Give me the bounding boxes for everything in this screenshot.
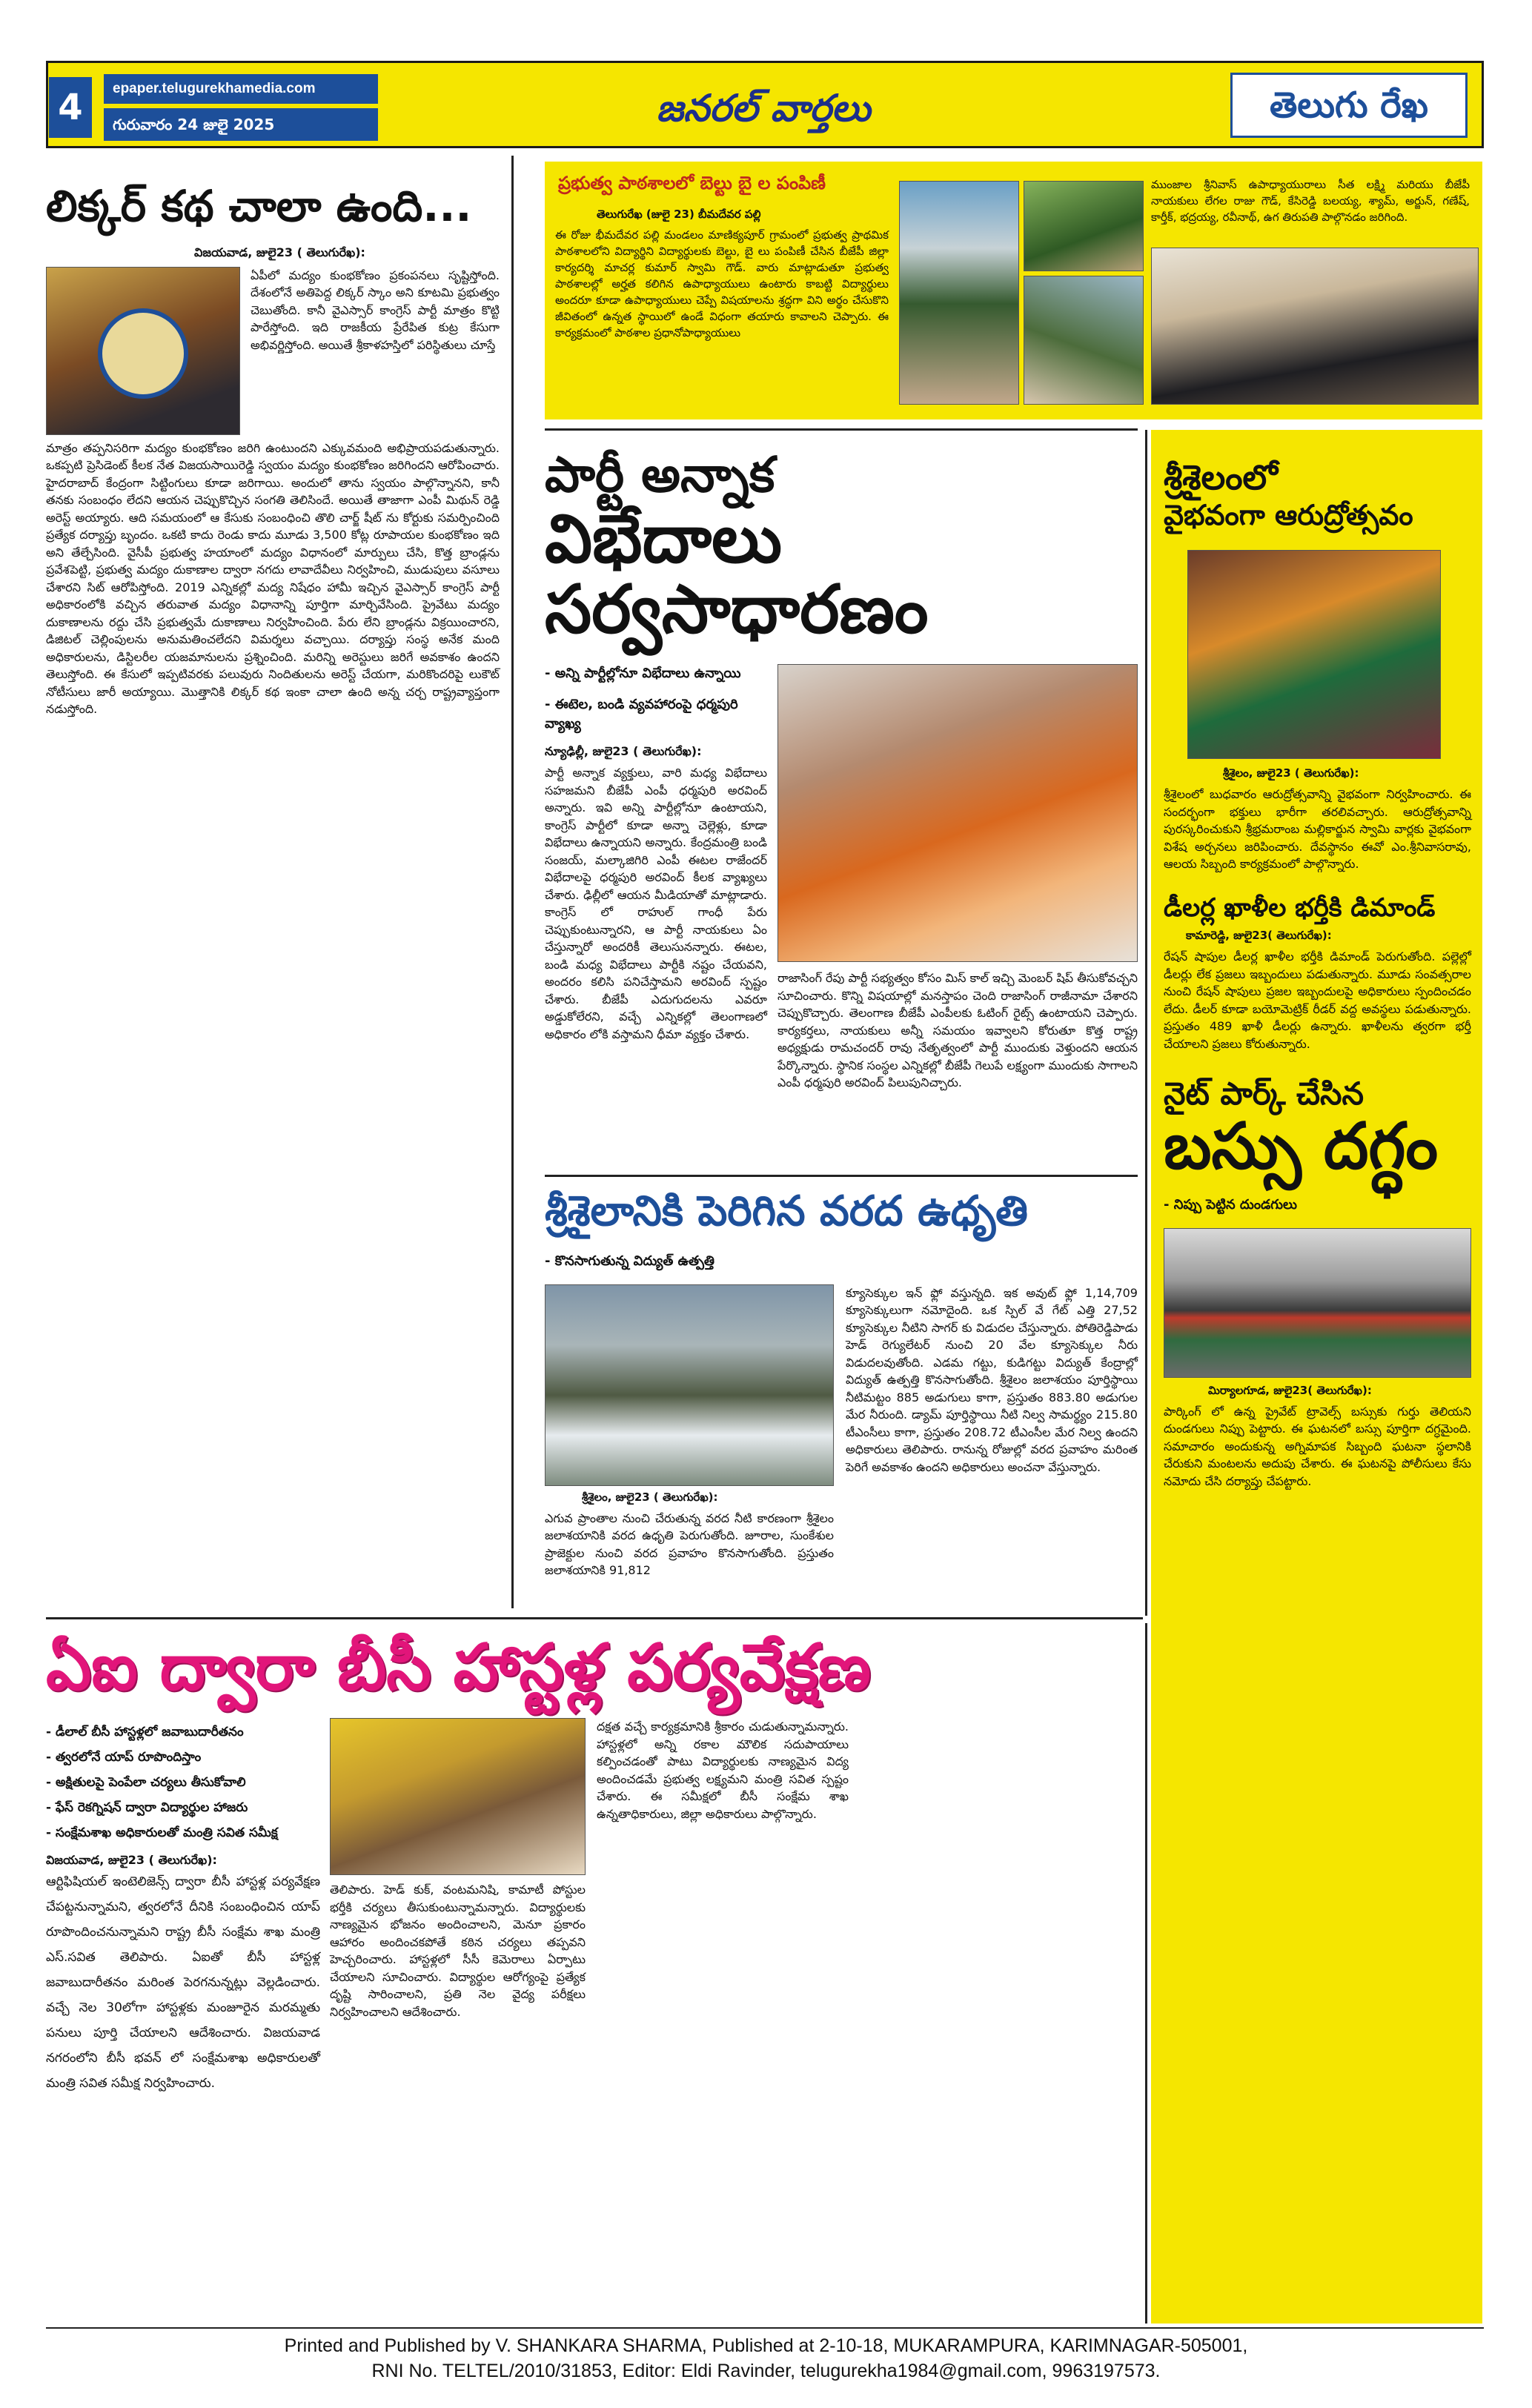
section-divider	[545, 428, 1138, 431]
hostels-headline: ఏఐ ద్వారా బీసీ హాస్టళ్ల పర్యవేక్షణ	[46, 1631, 871, 1705]
dam-photo	[545, 1284, 834, 1486]
imprint-line-1: Printed and Published by V. SHANKARA SHARMA, Published at 2-10-18, MUKARAMPURA, KARIMNAGAR-505001,	[284, 2335, 1248, 2356]
imprint-line-2: RNI No. TELTEL/2010/31853, Editor: Eldi Ravinder, telugurekha1984@gmail.com, 9963197573.	[371, 2361, 1161, 2381]
party-sub-2: - ఈటెల, బండి వ్యవహారంపై ధర్మపురి వ్యాఖ్య	[545, 697, 738, 732]
hostels-bullet: - సంక్షేమశాఖ అధికారులతో మంత్రి సవిత సమీక్ష	[46, 1825, 278, 1840]
hostels-bullet: - త్వరలోనే యాప్ రూపొందిస్తాం	[46, 1750, 202, 1765]
hostels-dateline: విజయవాడ, జులై23 ( తెలుగురేఖ):	[46, 1853, 217, 1867]
dealers-headline: డీలర్ల ఖాళీల భర్తీకి డిమాండ్	[1164, 892, 1436, 923]
section-divider	[545, 1175, 1138, 1177]
brand-logo: తెలుగు రేఖ	[1230, 73, 1468, 138]
column-divider	[1145, 1623, 1147, 2324]
arudra-headline-1: శ్రీశైలంలో	[1164, 457, 1278, 497]
arudra-headline-2: వైభవంగా ఆరుద్రోత్సవం	[1164, 499, 1413, 532]
bus-body: పార్కింగ్ లో ఉన్న ప్రైవేట్ ట్రావెల్స్ బస్సుకు గుర్తు తెలియని దుండగులు నిప్పు పెట్టారు. ఈ ఘటనలో బస్సు పూర్తిగా దగ్ధమైంది. సమాచారం అందుకున్న అగ్నిమాపక సిబ్బంది ఘటనా స్థలానికి చేరుకుని మంటలను అదుపు చేశారు. ఈ ఘటనపై పోలీసులు కేసు నమోదు చేసి దర్యాప్తు చేపట్టారు.	[1164, 1404, 1471, 1488]
school-body: ఈ రోజు భీమదేవర పల్లి మండలం మాణిక్యపూర్ గ్రామంలో ప్రభుత్వ ప్రాథమిక పాఠశాలలోని విద్యార్థిని విద్యార్థులకు బెల్టు, బై లు పంపిణీ చేసిన బీజేపీ జిల్లా కార్యదర్శి మాచర్ల కుమార్ స్వామి గౌడ్. వారు మాట్లాడుతూ ప్రభుత్వ పాఠశాలల్లో అర్హత కలిగిన ఉపాధ్యాయులు ఉంటారు కాబట్టి విద్యార్థులు అందరూ కూడా ఉపాధ్యాయులు చెప్పే విషయాలను శ్రద్ధగా విని అర్థం చేసుకొని జీవితంలో ఉన్నత స్థాయిలో ఉండే విధంగా తయారు కావాలని చెప్పారు. ఈ కార్యక్రమంలో పాఠశాల ప్రధానోపాధ్యాయులు	[555, 228, 889, 339]
burnt-bus-photo	[1164, 1228, 1471, 1378]
column-divider	[1145, 430, 1147, 1616]
hostels-bullet: - ఫేస్ రెకగ్నిషన్ ద్వారా విద్యార్థుల హాజరు	[46, 1800, 248, 1815]
school-photo-1	[899, 181, 1019, 405]
bus-dateline: మిర్యాలగూడ, జులై23( తెలుగురేఖ):	[1208, 1383, 1372, 1397]
party-sub-1: - అన్ని పార్టీల్లోనూ విభేదాలు ఉన్నాయి	[545, 666, 741, 682]
liquor-body: మాత్రం తప్పనిసరిగా మద్యం కుంభకోణం జరిగి ఉంటుందని ఎక్కువమంది అభిప్రాయపడుతున్నారు. ఒకప్పటి ప్రెసిడెంట్ కీలక నేత విజయసాయిరెడ్డి స్వయం మద్యం కుంభకోణం జరిగిందని ఆరోపించారు. హైదరాబాద్ కేంద్రంగా సిట్టింగులు కూడా జరిగాయి. అందులో తాను స్వయం పాల్గొన్నానని, కానీ తనకు సంబంధం లేదని ఆయన చెప్పుకొచ్చిన సంగతి తెలిసిందే. అయితే తాజాగా ఎంపీ మిథున్ రెడ్డి అరెస్ట్ అయ్యారు. ఆది సమయంలో ఆ కేసుకు సంబంధించి తొలి చార్జ్ షీట్ ను కోర్టుకు సమర్పించింది ప్రత్యేక దర్యాప్తు బృందం. ఒకటి కాదు రెండు కాదు మూడు 3,500 కోట్ల రూపాయల కుంభకోణం ఇది అని తేల్చేసింది. వైసీపీ ప్రభుత్వ హయాంలో మద్యం విధానంలో మార్పులు చేసి, కొత్త బ్రాండ్లను ప్రవేశపెట్టి, ప్రభుత్వ మద్యం దుకాణాల ద్వారా నగదు లావాదేవీలు నిర్వహించి, ముడుపులు వసూలు చేశారని సిట్ ఆరోపిస్తోంది. 2019 ఎన్నికల్లో మద్య నిషేధం హామీ ఇచ్చిన వైఎస్సార్ కాంగ్రెస్ పార్టీ అధికారంలోకి వచ్చిన తరువాత మద్యం విధానాన్ని పూర్తిగా మార్చివేసింది. ప్రైవేటు మద్యం దుకాణాలను రద్దు చేసి ప్రభుత్వమే దుకాణాలు నిర్వహించింది. పేరు లేని బ్రాండ్లను విక్రయించారని, డిజిటల్ చెల్లింపులను అనుమతించలేదని విమర్శలు వచ్చాయి. దర్యాప్తు సంస్థ అనేక మంది అధికారులను, డిస్టిలరీల యజమానులను ప్రశ్నించింది. మరిన్ని అరెస్టులు జరిగే అవకాశం ఉందని తెలుస్తోంది. ఈ కేసులో ఇప్పటివరకు పలువురు నిందితులను అరెస్ట్ చేయగా, మరికొందరిపై లుకౌట్ నోటీసులు జారీ అయ్యాయి. మొత్తానికి లిక్కర్ కథ ఇంకా చాలా ఉంది అన్న చర్చ రాష్ట్రవ్యాప్తంగా నడుస్తోంది.	[46, 440, 500, 717]
school-participants: ముంజాల శ్రీనివాస్ ఉపాధ్యాయురాలు సీత లక్ష్మి మరియు బీజేపీ నాయకులు లేగల రాజు గౌడ్, కేసిరెడ్డి బలయ్య, శ్యామ్, అర్జున్, గణేష్, కార్తీక్, భద్రయ్య, రవీనాథ్, ఉగ తిరుపతి పాల్గొనడం జరిగింది.	[1151, 178, 1470, 224]
hostels-bullet: - అక్షితులపై పెంపేలా చర్యలు తీసుకోవాలి	[46, 1775, 246, 1790]
minister-photo	[330, 1718, 586, 1875]
party-dateline: న్యూఢిల్లీ, జులై23 ( తెలుగురేఖ):	[545, 744, 702, 759]
liquor-intro: ఏపీలో మద్యం కుంభకోణం ప్రకంపనలు సృష్టిస్తోంది. దేశంలోనే అతిపెద్ద లిక్కర్ స్కాం అని కూటమి ప్రభుత్వం చెబుతోంది. కానీ వైఎస్సార్ కాంగ్రెస్ పార్టీ మాత్రం కొట్టి పారేస్తోంది. ఇది రాజకీయ ప్రేరేపిత కుట్ర కేసుగా అభివర్ణిస్తోంది. అయితే శ్రీకాళహస్తిలో పరిస్థితులు చూస్తే	[251, 268, 500, 352]
liquor-shelf-photo	[46, 267, 240, 435]
party-body-right: రాజాసింగ్ రేపు పార్టీ సభ్యత్వం కోసం మిస్ కాల్ ఇచ్చి మెంబర్ షిప్ తీసుకోవచ్చని సూచించారు. కొన్ని విషయాల్లో మనస్తాపం చెంది రాజాసింగ్ రాజీనామా చేశారని చెప్పుకొచ్చారు. తెలంగాణ బీజేపీ ఎంపీలకు ఓటింగ్ రైట్స్ ఉంటాయని చెప్పారు. కార్యకర్తలు, నాయకులు అన్నీ సమయం ఇవ్వాలని కోరుతూ కొత్త రాష్ట్ర అధ్యక్షుడు రామచందర్ రావు నేతృత్వంలో పార్టీ ముందుకు వెళ్తుందని ఆయన పేర్కొన్నారు. స్థానిక సంస్థల ఎన్నికల్లో బీజేపీ గెలుపే లక్ష్యంగా ముందుకు సాగాలని ఎంపీ ధర్మపురి అరవింద్ పిలుపునిచ్చారు.	[777, 971, 1138, 1090]
issue-date: గురువారం 24 జులై 2025	[104, 108, 378, 141]
school-photo-2	[1024, 181, 1144, 271]
flood-body-right: క్యూసెక్కుల ఇన్ ఫ్లో వస్తున్నది. ఇక అవుట్ ఫ్లో 1,14,709 క్యూసెక్కులుగా నమోదైంది. ఒక స్పిల్ వే గేట్ ఎత్తి 27,52 క్యూసెక్కుల నీటిని సాగర్ కు విడుదల చేస్తున్నారు. పోతిరెడ్డిపాడు హెడ్ రెగ్యులేటర్ నుంచి 20 వేల క్యూసెక్కుల నీరు విడుదలవుతోంది. ఎడమ గట్టు, కుడిగట్టు విద్యుత్ కేంద్రాల్లో విద్యుత్ ఉత్పత్తి కొనసాగుతోంది. శ్రీశైలం జలాశయం పూర్తిస్థాయి నీటిమట్టం 885 అడుగులు కాగా, ప్రస్తుతం 883.80 అడుగుల మేర నీరుంది. డ్యామ్ పూర్తిస్థాయి నీటి నిల్వ సామర్థ్యం 215.80 టీఎంసీలు కాగా, ప్రస్తుతం 208.72 టీఎంసీల మేర నిల్వ ఉందని అధికారులు తెలిపారు. రానున్న రోజుల్లో వరద ప్రవాహం మరింత పెరిగే అవకాశం ఉందని అధికారులు అంచనా వేస్తున్నారు.	[846, 1285, 1138, 1474]
dealers-body: రేషన్ షాపుల డీలర్ల ఖాళీల భర్తీకి డిమాండ్ పెరుగుతోంది. పల్లెల్లో డీలర్లు లేక ప్రజలు ఇబ్బందులు పడుతున్నారు. మూడు సంవత్సరాల నుంచి రేషన్ షాపులు ప్రజల ఇబ్బందులపై అధికారులు స్పందించడం లేదు. డీలర్ కూడా బయోమెట్రిక్ రీడర్ వద్ద అవస్థలు పడుతున్నారు. ప్రస్తుతం 489 ఖాళీ డీలర్లు ఉన్నారు. ఖాళీలను త్వరగా భర్తీ చేయాలని ప్రజలు కోరుతున్నారు.	[1164, 949, 1471, 1051]
page-number: 4	[49, 77, 92, 138]
flood-sub: - కొనసాగుతున్న విద్యుత్ ఉత్పత్తి	[545, 1253, 715, 1269]
section-divider	[46, 1617, 1143, 1619]
hostels-body-1: ఆర్టిఫిషియల్ ఇంటెలిజెన్స్ ద్వారా బీసీ హాస్టళ్ల పర్యవేక్షణ చేపట్టనున్నామని, త్వరలోనే దీనికి సంబంధించిన యాప్ రూపొందించనున్నామని రాష్ట్ర బీసీ సంక్షేమ శాఖ మంత్రి ఎస్.సవిత తెలిపారు. ఏఐతో బీసీ హాస్టళ్ల జవాబుదారీతనం మరింత పెరగనున్నట్లు వెల్లడించారు. వచ్చే నెల 30లోగా హాస్టళ్లకు మంజూరైన మరమ్మతు పనులు పూర్తి చేయాలని ఆదేశించారు. విజయవాడ నగరంలోని బీసీ భవన్ లో సంక్షేమశాఖ అధికారులతో మంత్రి సవిత సమీక్ష నిర్వహించారు.	[46, 1874, 320, 2091]
party-headline-2: విభేదాలు సర్వసాధారణం	[545, 500, 929, 649]
liquor-story	[46, 156, 500, 1601]
school-photo-3	[1024, 276, 1144, 405]
state-emblem-icon	[98, 308, 188, 399]
flood-body-left: ఎగువ ప్రాంతాల నుంచి చేరుతున్న వరద నీటి కారణంగా శ్రీశైలం జలాశయానికి వరద ఉధృతి పెరుగుతోంది. జూరాల, సుంకేశుల ప్రాజెక్టుల నుంచి వరద ప్రవాహం కొనసాగుతోంది. ప్రస్తుతం జలాశయానికి 91,812	[545, 1510, 834, 1578]
mp-portrait-photo	[777, 664, 1138, 962]
imprint-footer	[0, 2333, 1532, 2384]
footer-divider	[46, 2327, 1484, 2329]
arudra-body: శ్రీశైలంలో బుధవారం ఆరుద్రోత్సవాన్ని వైభవంగా నిర్వహించారు. ఈ సందర్భంగా భక్తులు భారీగా తరలివచ్చారు. ఆరుద్రోత్సవాన్ని పురస్కరించుకుని శ్రీభ్రమరాంబ మల్లికార్జున స్వామి వార్లకు వైభవంగా విశేష అర్చనలు జరిపించారు. దేవస్థానం ఈవో ఎం.శ్రీనివాసరావు, ఆలయ సిబ్బంది కార్యక్రమంలో పాల్గొన్నారు.	[1164, 787, 1471, 872]
hostels-bullets	[46, 1719, 320, 2096]
bus-headline-2: బస్సు దగ్ధం	[1164, 1110, 1439, 1184]
flood-story	[545, 1180, 1138, 1610]
flood-caption: శ్రీశైలం, జులై23 ( తెలుగురేఖ):	[582, 1490, 718, 1504]
hostels-col-3	[597, 1718, 849, 1822]
temple-deity-photo	[1187, 550, 1441, 759]
arudra-dateline: శ్రీశైలం, జులై23 ( తెలుగురేఖ):	[1223, 766, 1359, 780]
liquor-headline: లిక్కర్ కథ చాలా ఉంది...	[46, 181, 472, 231]
liquor-dateline: విజయవాడ, జులై23 ( తెలుగురేఖ):	[194, 245, 365, 259]
site-url[interactable]: epaper.telugurekhamedia.com	[104, 74, 378, 104]
arudra-story	[1164, 445, 1471, 1490]
party-story	[545, 437, 1138, 1171]
section-title: జనరల్ వార్తలు	[656, 87, 871, 130]
school-headline: ప్రభుత్వ పాఠశాలలో బెల్టు బై ల పంపిణీ	[558, 173, 826, 193]
school-photo-4	[1151, 248, 1479, 405]
hostels-body-3: దక్షత వచ్చే కార్యక్రమానికి శ్రీకారం చుడుతున్నామన్నారు. హాస్టళ్లలో అన్ని రకాల మౌలిక సదుపాయాలు కల్పించడంతో పాటు విద్యార్థులకు నాణ్యమైన విద్య అందించడమే ప్రభుత్వ లక్ష్యమని మంత్రి సవిత స్పష్టం చేశారు. ఈ సమీక్షలో బీసీ సంక్షేమ శాఖ ఉన్నతాధికారులు, జిల్లా అధికారులు పాల్గొన్నారు.	[597, 1719, 849, 1821]
bus-sub: - నిప్పు పెట్టిన దుండగులు	[1164, 1196, 1297, 1213]
hostels-bullet: - డీలాల్ బీసీ హాస్టళ్లలో జవాబుదారీతనం	[46, 1725, 244, 1739]
hostels-col-2	[330, 1718, 586, 2020]
flood-headline: శ్రీశైలానికి పెరిగిన వరద ఉధృతి	[545, 1187, 1028, 1235]
column-divider	[511, 156, 514, 1608]
bus-headline-1: నైట్ పార్క్ చేసిన	[1164, 1075, 1364, 1112]
hostels-body-2: తెలిపారు. హెడ్ కుక్, వంటమనిషి, కామాటీ పోస్టుల భర్తీకి చర్యలు తీసుకుంటున్నామన్నారు. విద్యార్థులకు నాణ్యమైన భోజనం అందించాలని, మెనూ ప్రకారం ఆహారం అందించకపోతే కఠిన చర్యలు తప్పవని హెచ్చరించారు. హాస్టళ్లలో సీసీ కెమెరాలు ఏర్పాటు చేయాలని సూచించారు. విద్యార్థుల ఆరోగ్యంపై ప్రత్యేక దృష్టి సారించాలని, ప్రతి నెల వైద్య పరీక్షలు నిర్వహించాలని ఆదేశించారు.	[330, 1883, 586, 2019]
school-dateline: తెలుగురేఖ (జులై 23) బీమదేవర పల్లి	[597, 208, 761, 221]
party-headline-1: పార్టీ అన్నాక	[545, 446, 775, 503]
dealers-dateline: కామారెడ్డి, జులై23( తెలుగురేఖ):	[1186, 929, 1332, 943]
school-story-box	[545, 162, 1482, 419]
party-body-left: పార్టీ అన్నాక వ్యక్తులు, వారి మధ్య విభేదాలు సహజమని బీజేపీ ఎంపీ ధర్మపురి అరవింద్ అన్నారు. ఇవి అన్ని పార్టీల్లోనూ ఉంటాయని, కాంగ్రెస్ పార్టీలో కూడా అన్నా చెల్లెళ్లు, కూడా విభేదాలు ఉన్నాయని అన్నారు. కేంద్రమంత్రి బండి సంజయ్, మల్కాజిగిరి ఎంపీ ఈటల రాజేందర్ విభేదాలపై ధర్మపురి అరవింద్ కీలక వ్యాఖ్యలు చేశారు. ఢిల్లీలో ఆయన మీడియాతో మాట్లాడారు. కాంగ్రెస్ లో రాహుల్ గాంధీ పేరు చెప్పుకుంటున్నారని, ఆ పార్టీ నాయకులు ఏం చేస్తున్నారో అందరికీ తెలుసునన్నారు. ఈటల, బండి మధ్య విభేదాలు పార్టీకి నష్టం చేయవని, అందరం కలిసి పనిచేస్తామని అరవింద్ స్పష్టం చేశారు. బీజేపీ ఎదుగుదలను ఎవరూ అడ్డుకోలేరని, వచ్చే ఎన్నికల్లో తెలంగాణలో అధికారం లోకి వస్తామని ధీమా వ్యక్తం చేశారు.	[545, 766, 767, 1041]
